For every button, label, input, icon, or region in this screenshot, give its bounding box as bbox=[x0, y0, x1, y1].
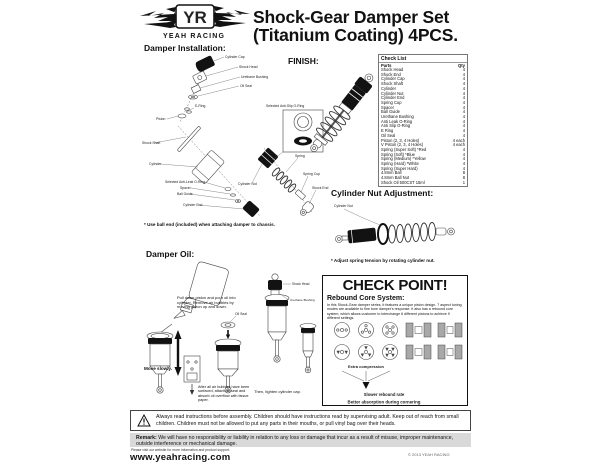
part-name: Spring Cup bbox=[381, 99, 402, 105]
anti-slip-label: Selected Anti-Slip O-Ring bbox=[266, 104, 305, 108]
part-qty: 4 bbox=[462, 161, 465, 167]
check-point-title: CHECK POINT! bbox=[342, 277, 448, 294]
check-list-rows bbox=[379, 68, 467, 186]
piston-label: Piston bbox=[156, 117, 166, 121]
check-point-box bbox=[322, 275, 468, 406]
finish-assembled-damper bbox=[300, 60, 385, 165]
rebound-core-body: In this Shock-Gear damper series, it features a unique piston design. 7 aspect tuning modes are available to fine tune damper's response. It also has a rebound core system, which allows customer to interchange 6 different pistons to achieve 9 different settings. bbox=[327, 303, 462, 320]
oil-cylinder-open bbox=[147, 332, 173, 393]
part-name: Shock Oil 500CST 15ml bbox=[381, 179, 425, 185]
tighten-cap-step-text: Then, tighten cylinder cap. bbox=[254, 389, 301, 394]
adjustment-leader-line bbox=[344, 209, 380, 225]
spring-label: Spring bbox=[295, 154, 305, 158]
piston-side-view-2 bbox=[406, 345, 462, 359]
shock-shaft-part bbox=[177, 126, 201, 152]
ball-guide-label: Ball Guide bbox=[177, 192, 193, 196]
e-ring-label: E-Ring bbox=[195, 104, 206, 108]
cylinder-end-part bbox=[242, 200, 260, 218]
part-qty: 4 bbox=[462, 85, 465, 91]
remark-text: We will have no responsibility or liability in relation to any loss or damage that incur as a result of misuse, improper maintenance, outside interference or mechanical damage. bbox=[136, 434, 454, 447]
down-arrow-icon bbox=[363, 382, 370, 389]
check-list-row bbox=[379, 181, 467, 186]
part-name: Shock End bbox=[381, 71, 401, 77]
check-list-title: Check List bbox=[379, 55, 467, 63]
part-name: Spring (Super Soft) *Red bbox=[381, 146, 427, 152]
part-name: Anti Slip O-Ring bbox=[381, 123, 411, 129]
spacer-label: Spacer bbox=[180, 186, 191, 190]
part-name: 4.8mm Ball Nut bbox=[381, 175, 409, 181]
part-qty: 4 bbox=[462, 76, 465, 82]
part-name: Spring (Soft) *Blue bbox=[381, 151, 415, 157]
title-line-1: Shock-Gear Damper Set bbox=[253, 7, 450, 27]
pour-line bbox=[160, 324, 172, 333]
part-name: Cylinder End bbox=[381, 95, 405, 101]
part-qty: 1 bbox=[462, 179, 465, 185]
piston-part bbox=[178, 114, 186, 118]
shock-shaft-label: Shock Shaft bbox=[142, 141, 161, 145]
spring-cup-label: Spring Cup bbox=[303, 172, 320, 176]
cylinder-label: Cylinder bbox=[149, 162, 162, 166]
piston-4-hole bbox=[383, 323, 398, 338]
up-down-arrow-icon bbox=[175, 330, 182, 376]
part-name: E Ring bbox=[381, 128, 394, 134]
shock-end-label: Shock End bbox=[312, 186, 329, 190]
remark-label: Remark: bbox=[136, 434, 157, 441]
damper-oil-diagram bbox=[140, 258, 322, 398]
part-qty: 4 bbox=[462, 114, 465, 120]
part-qty: 4 bbox=[462, 95, 465, 101]
part-qty: 4 bbox=[462, 132, 465, 138]
part-qty: 4 bbox=[462, 156, 465, 162]
oil-seal-part bbox=[189, 95, 198, 99]
cylinder-nut-label: Cylinder Nut bbox=[238, 182, 257, 186]
brand-text: YEAH RACING bbox=[163, 33, 226, 40]
piston-options-diagram bbox=[326, 318, 466, 406]
check-list-table bbox=[378, 54, 468, 187]
part-qty: 4 bbox=[462, 90, 465, 96]
shock-head-part bbox=[192, 71, 207, 84]
installation-note: * Use ball end (included) when attaching damper to chassis. bbox=[144, 222, 275, 227]
part-name: Spring (Hard) *White bbox=[381, 161, 419, 167]
urethane-bushing-part bbox=[191, 85, 201, 94]
part-qty: 8 bbox=[462, 175, 465, 181]
v-piston-3-hole bbox=[359, 345, 374, 360]
v-piston-2-hole bbox=[335, 345, 350, 360]
part-qty: 4 bbox=[462, 81, 465, 87]
oil-seal-step-label: Oil Seal bbox=[235, 312, 247, 316]
adjustment-heading: Cylinder Nut Adjustment: bbox=[331, 188, 434, 198]
ball-guide-part bbox=[235, 200, 241, 203]
part-name: V Piston (2, 3, 4 Holes) bbox=[381, 142, 424, 148]
part-qty: 4 bbox=[462, 118, 465, 124]
part-name: Shock Head bbox=[381, 67, 404, 72]
website-url: www.yeahracing.com bbox=[130, 452, 231, 463]
part-name: 4.8mm Ball bbox=[381, 170, 402, 176]
anti-leak-o-ring-part bbox=[225, 188, 231, 191]
remark-box bbox=[130, 433, 471, 447]
adjustment-note: * Adjust spring tension by rotating cylinder nut. bbox=[331, 258, 435, 263]
v-piston-4-hole bbox=[383, 345, 398, 360]
adjustment-damper-drawing bbox=[336, 223, 455, 245]
cylinder-end-label: Cylinder End bbox=[183, 203, 203, 207]
part-qty: 8 bbox=[462, 170, 465, 176]
part-name: Urethane Bushing bbox=[381, 114, 414, 120]
rebound-core-subtitle: Rebound Core System: bbox=[327, 295, 405, 302]
piston-side-view-1 bbox=[406, 323, 462, 337]
warning-box bbox=[130, 410, 471, 431]
finish-heading: FINISH: bbox=[288, 56, 319, 66]
warning-text: Always read instructions before assembly. Children should have instructions read by supervising adult. Keep out of reach from small children. Children must not be allowed to put any parts in their mouths, or pull vinyl bag over their heads. bbox=[156, 414, 459, 427]
oil-shock-head-label: Shock Head bbox=[292, 282, 310, 286]
extra-compression-label: Extra compression bbox=[347, 364, 385, 369]
adjustment-diagram bbox=[330, 198, 468, 256]
shock-end-part bbox=[298, 200, 315, 217]
visit-note: Please visit our website for more information and product support. bbox=[131, 448, 230, 452]
part-qty: 4 bbox=[462, 99, 465, 105]
copyright-text: © 2013 YEAH RACING bbox=[408, 452, 450, 457]
part-qty: 4 each bbox=[452, 137, 465, 143]
part-name: Spacer bbox=[381, 104, 394, 110]
slower-rebound-label: Slower rebound rate bbox=[363, 392, 405, 397]
spring-cup-part bbox=[295, 189, 306, 199]
flame-left-icon bbox=[140, 7, 178, 28]
move-slowly-label: Move slowly. bbox=[144, 366, 172, 371]
part-name: Cylinder bbox=[381, 85, 397, 91]
oil-seal-label: Oil Seal bbox=[240, 84, 252, 88]
part-qty: 4 bbox=[462, 146, 465, 152]
cylinder-with-shock-head bbox=[265, 274, 289, 362]
title-line-2: (Titanium Coating) 4PCS. bbox=[253, 25, 458, 45]
part-qty: 4 bbox=[462, 109, 465, 115]
part-qty: 4 bbox=[462, 151, 465, 157]
part-qty: 4 bbox=[462, 123, 465, 129]
shock-head-label: Shock Head bbox=[239, 65, 258, 69]
col-qty: Qty bbox=[458, 63, 465, 68]
warning-triangle-icon bbox=[137, 414, 151, 427]
part-name: Shock Shaft bbox=[381, 81, 404, 87]
yeah-racing-logo bbox=[138, 4, 252, 36]
urethane-bushing-label: Urethane Bushing bbox=[241, 75, 269, 79]
oil-fill-step-text: Pull down piston and pour oil into cylinder. Remove air bubbles by moving piston up and down. bbox=[177, 295, 236, 310]
spring-part bbox=[271, 167, 297, 193]
yr-monogram bbox=[176, 5, 214, 28]
spacer-part bbox=[231, 194, 236, 196]
part-name: Cylinder Cap bbox=[381, 76, 405, 82]
part-name: Spring (Super Hard) bbox=[381, 165, 418, 171]
part-name: Cylinder Nut bbox=[381, 90, 404, 96]
oil-urethane-bushing-label: Urethane Bushing bbox=[290, 298, 315, 302]
installation-heading: Damper Installation: bbox=[144, 43, 226, 53]
part-name: Ball Guide bbox=[381, 109, 400, 115]
anti-leak-label: Selected Anti-Leak O-Ring bbox=[165, 180, 205, 184]
part-qty: 4 bbox=[462, 128, 465, 134]
better-absorption-label: Better absorption during cornering bbox=[347, 399, 421, 405]
part-qty: 4 bbox=[462, 67, 465, 72]
oil-seal-step-text: After all air bubbles have been surfaced, attach oil seal and absorb oil overflow with tissue paper. bbox=[198, 385, 250, 403]
part-qty: 4 bbox=[462, 165, 465, 171]
piston-2-hole bbox=[335, 323, 350, 338]
adjustment-cylinder-nut-label: Cylinder Nut bbox=[334, 204, 353, 208]
part-qty: 4 each bbox=[452, 142, 465, 148]
assembled-damper-drawing bbox=[304, 69, 379, 157]
part-qty: 4 bbox=[462, 104, 465, 110]
flame-right-icon bbox=[212, 6, 250, 27]
col-parts: Parts bbox=[381, 63, 392, 68]
yr-monogram-text: YR bbox=[183, 8, 207, 27]
damper-oil-heading: Damper Oil: bbox=[146, 249, 195, 259]
cylinder-cap-part bbox=[194, 55, 215, 73]
converge-lines bbox=[342, 371, 390, 381]
part-name: Spring (Medium) *Yellow bbox=[381, 156, 426, 162]
part-name: Piston (2, 3, 4 Holes) bbox=[381, 137, 420, 143]
cylinder-cap-label: Cylinder Cap bbox=[225, 55, 245, 59]
small-damper-part bbox=[300, 324, 316, 373]
part-name: Anti Leak O-Ring bbox=[381, 118, 413, 124]
piston-3-hole bbox=[359, 323, 374, 338]
cylinder-nut-part bbox=[257, 147, 278, 168]
part-qty: 4 bbox=[462, 71, 465, 77]
oil-seal-drop bbox=[221, 322, 235, 339]
page-title bbox=[253, 8, 458, 44]
part-name: Oil Seal bbox=[381, 132, 396, 138]
